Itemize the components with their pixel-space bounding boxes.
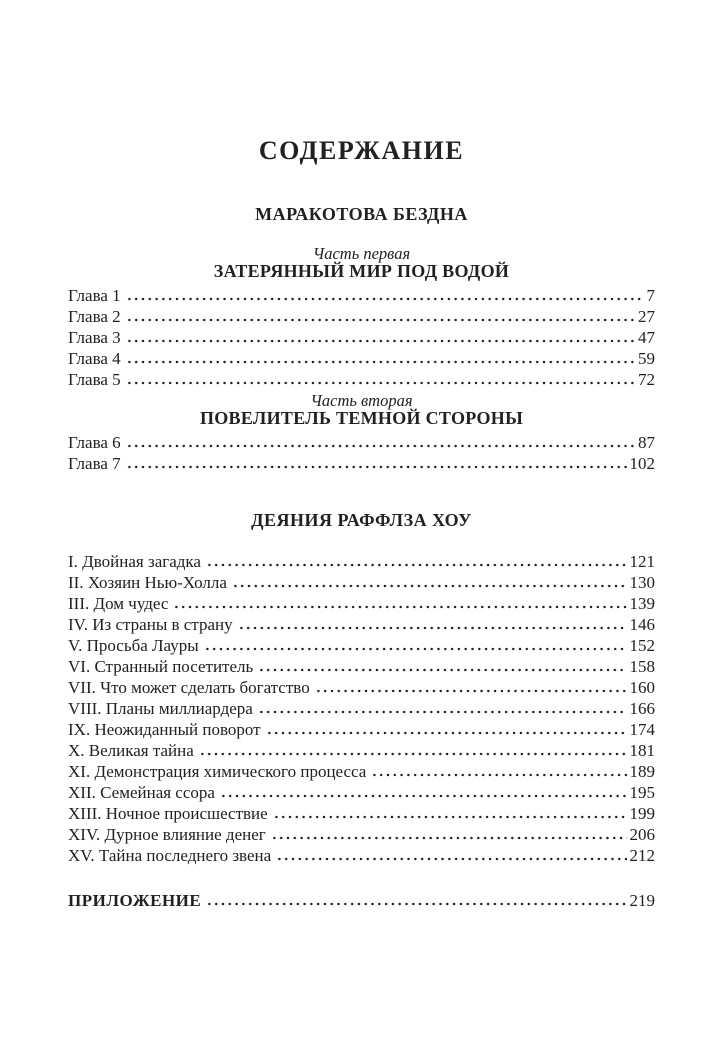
dot-leader [126,339,635,343]
toc-row [68,656,655,677]
chapter-label: XIV. Дурное влияние денег [68,825,266,844]
part-1 [68,245,655,390]
dot-leader [126,318,635,322]
part-2 [68,392,655,474]
chapter-label: XI. Демонстрация химического процесса [68,762,367,781]
chapter-label: VIII. Планы миллиардера [68,699,253,718]
toc-row [68,327,655,348]
dot-leader [232,584,627,588]
chapter-page-number: 130 [629,573,655,592]
dot-leader [371,773,626,777]
chapter-label: III. Дом чудес [68,594,169,613]
chapter-page-number: 102 [629,454,655,473]
dot-leader [258,710,627,714]
chapter-page-number: 181 [629,741,655,760]
chapter-page-number: 27 [638,307,655,326]
toc-row [68,614,655,635]
dot-leader [271,836,627,840]
chapter-label: XV. Тайна последнего звена [68,846,272,865]
chapter-page-number: 152 [629,636,655,655]
toc-row [68,635,655,656]
chapter-label: X. Великая тайна [68,741,194,760]
chapter-page-number: 206 [629,825,655,844]
dot-leader [206,563,627,567]
book-section-maracot [68,206,655,474]
chapter-label: IX. Неожиданный поворот [68,720,261,739]
chapter-list-part2 [68,432,655,474]
book-section-raffles [68,512,655,866]
dot-leader [258,668,626,672]
dot-leader [315,689,627,693]
chapter-page-number: 59 [638,349,655,368]
chapter-label: Глава 4 [68,349,121,368]
toc-row [68,782,655,803]
dot-leader [126,360,635,364]
chapter-page-number: 121 [629,552,655,571]
toc-row [68,306,655,327]
chapter-page-number: 189 [629,762,655,781]
chapter-page-number: 174 [629,720,655,739]
toc-row [68,803,655,824]
chapter-label: Глава 7 [68,454,121,473]
dot-leader [126,381,635,385]
chapter-page-number: 160 [629,678,655,697]
chapter-label: VII. Что может сделать богатство [68,678,310,697]
chapter-page-number: 72 [638,370,655,389]
chapter-page-number: 87 [638,433,655,452]
chapter-page-number: 146 [629,615,655,634]
chapter-label: XIII. Ночное происшествие [68,804,268,823]
toc-row [68,719,655,740]
toc-row [68,285,655,306]
chapter-page-number: 7 [646,286,655,305]
chapter-page-number: 47 [638,328,655,347]
book-title: ДЕЯНИЯ РАФФЛЗА ХОУ [251,510,472,530]
toc-row [68,432,655,453]
dot-leader [199,752,627,756]
toc-row [68,593,655,614]
chapter-label: VI. Странный посетитель [68,657,254,676]
dot-leader [126,297,644,301]
toc-row [68,740,655,761]
toc-row [68,824,655,845]
dot-leader [266,731,627,735]
appendix-label: ПРИЛОЖЕНИЕ [68,891,202,910]
part-label: Часть первая [312,244,411,263]
chapter-page-number: 199 [629,804,655,823]
chapter-label: Глава 6 [68,433,121,452]
toc-row [68,845,655,866]
chapter-label: IV. Из страны в страну [68,615,233,634]
chapter-label: II. Хозяин Нью-Холла [68,573,227,592]
dot-leader [204,647,627,651]
chapter-label: Глава 1 [68,286,121,305]
chapter-page-number: 139 [629,594,655,613]
chapter-list-raffles [68,551,655,866]
toc-row [68,453,655,474]
toc-row [68,348,655,369]
dot-leader [276,857,626,861]
dot-leader [126,465,627,469]
toc-row [68,677,655,698]
chapter-page-number: 166 [629,699,655,718]
dot-leader [206,902,626,906]
toc-row [68,369,655,390]
chapter-label: I. Двойная загадка [68,552,201,571]
toc-row [68,572,655,593]
dot-leader [220,794,627,798]
dot-leader [126,444,635,448]
chapter-label: Глава 2 [68,307,121,326]
page-title: СОДЕРЖАНИЕ [258,136,465,165]
chapter-page-number: 195 [629,783,655,802]
dot-leader [273,815,627,819]
toc-row [68,761,655,782]
chapter-label: XII. Семейная ссора [68,783,215,802]
chapter-label: Глава 3 [68,328,121,347]
appendix-page-number: 219 [629,891,655,910]
dot-leader [173,605,626,609]
chapter-page-number: 158 [629,657,655,676]
chapter-label: Глава 5 [68,370,121,389]
toc-row [68,698,655,719]
dot-leader [238,626,627,630]
part-label: Часть вторая [310,391,413,410]
appendix-row [68,890,655,911]
part-title: ПОВЕЛИТЕЛЬ ТЕМНОЙ СТОРОНЫ [199,408,524,428]
part-title: ЗАТЕРЯННЫЙ МИР ПОД ВОДОЙ [213,261,510,281]
book-title: МАРАКОТОВА БЕЗДНА [255,204,468,224]
chapter-list-part1 [68,285,655,390]
toc-row [68,551,655,572]
chapter-label: V. Просьба Лауры [68,636,199,655]
chapter-page-number: 212 [629,846,655,865]
